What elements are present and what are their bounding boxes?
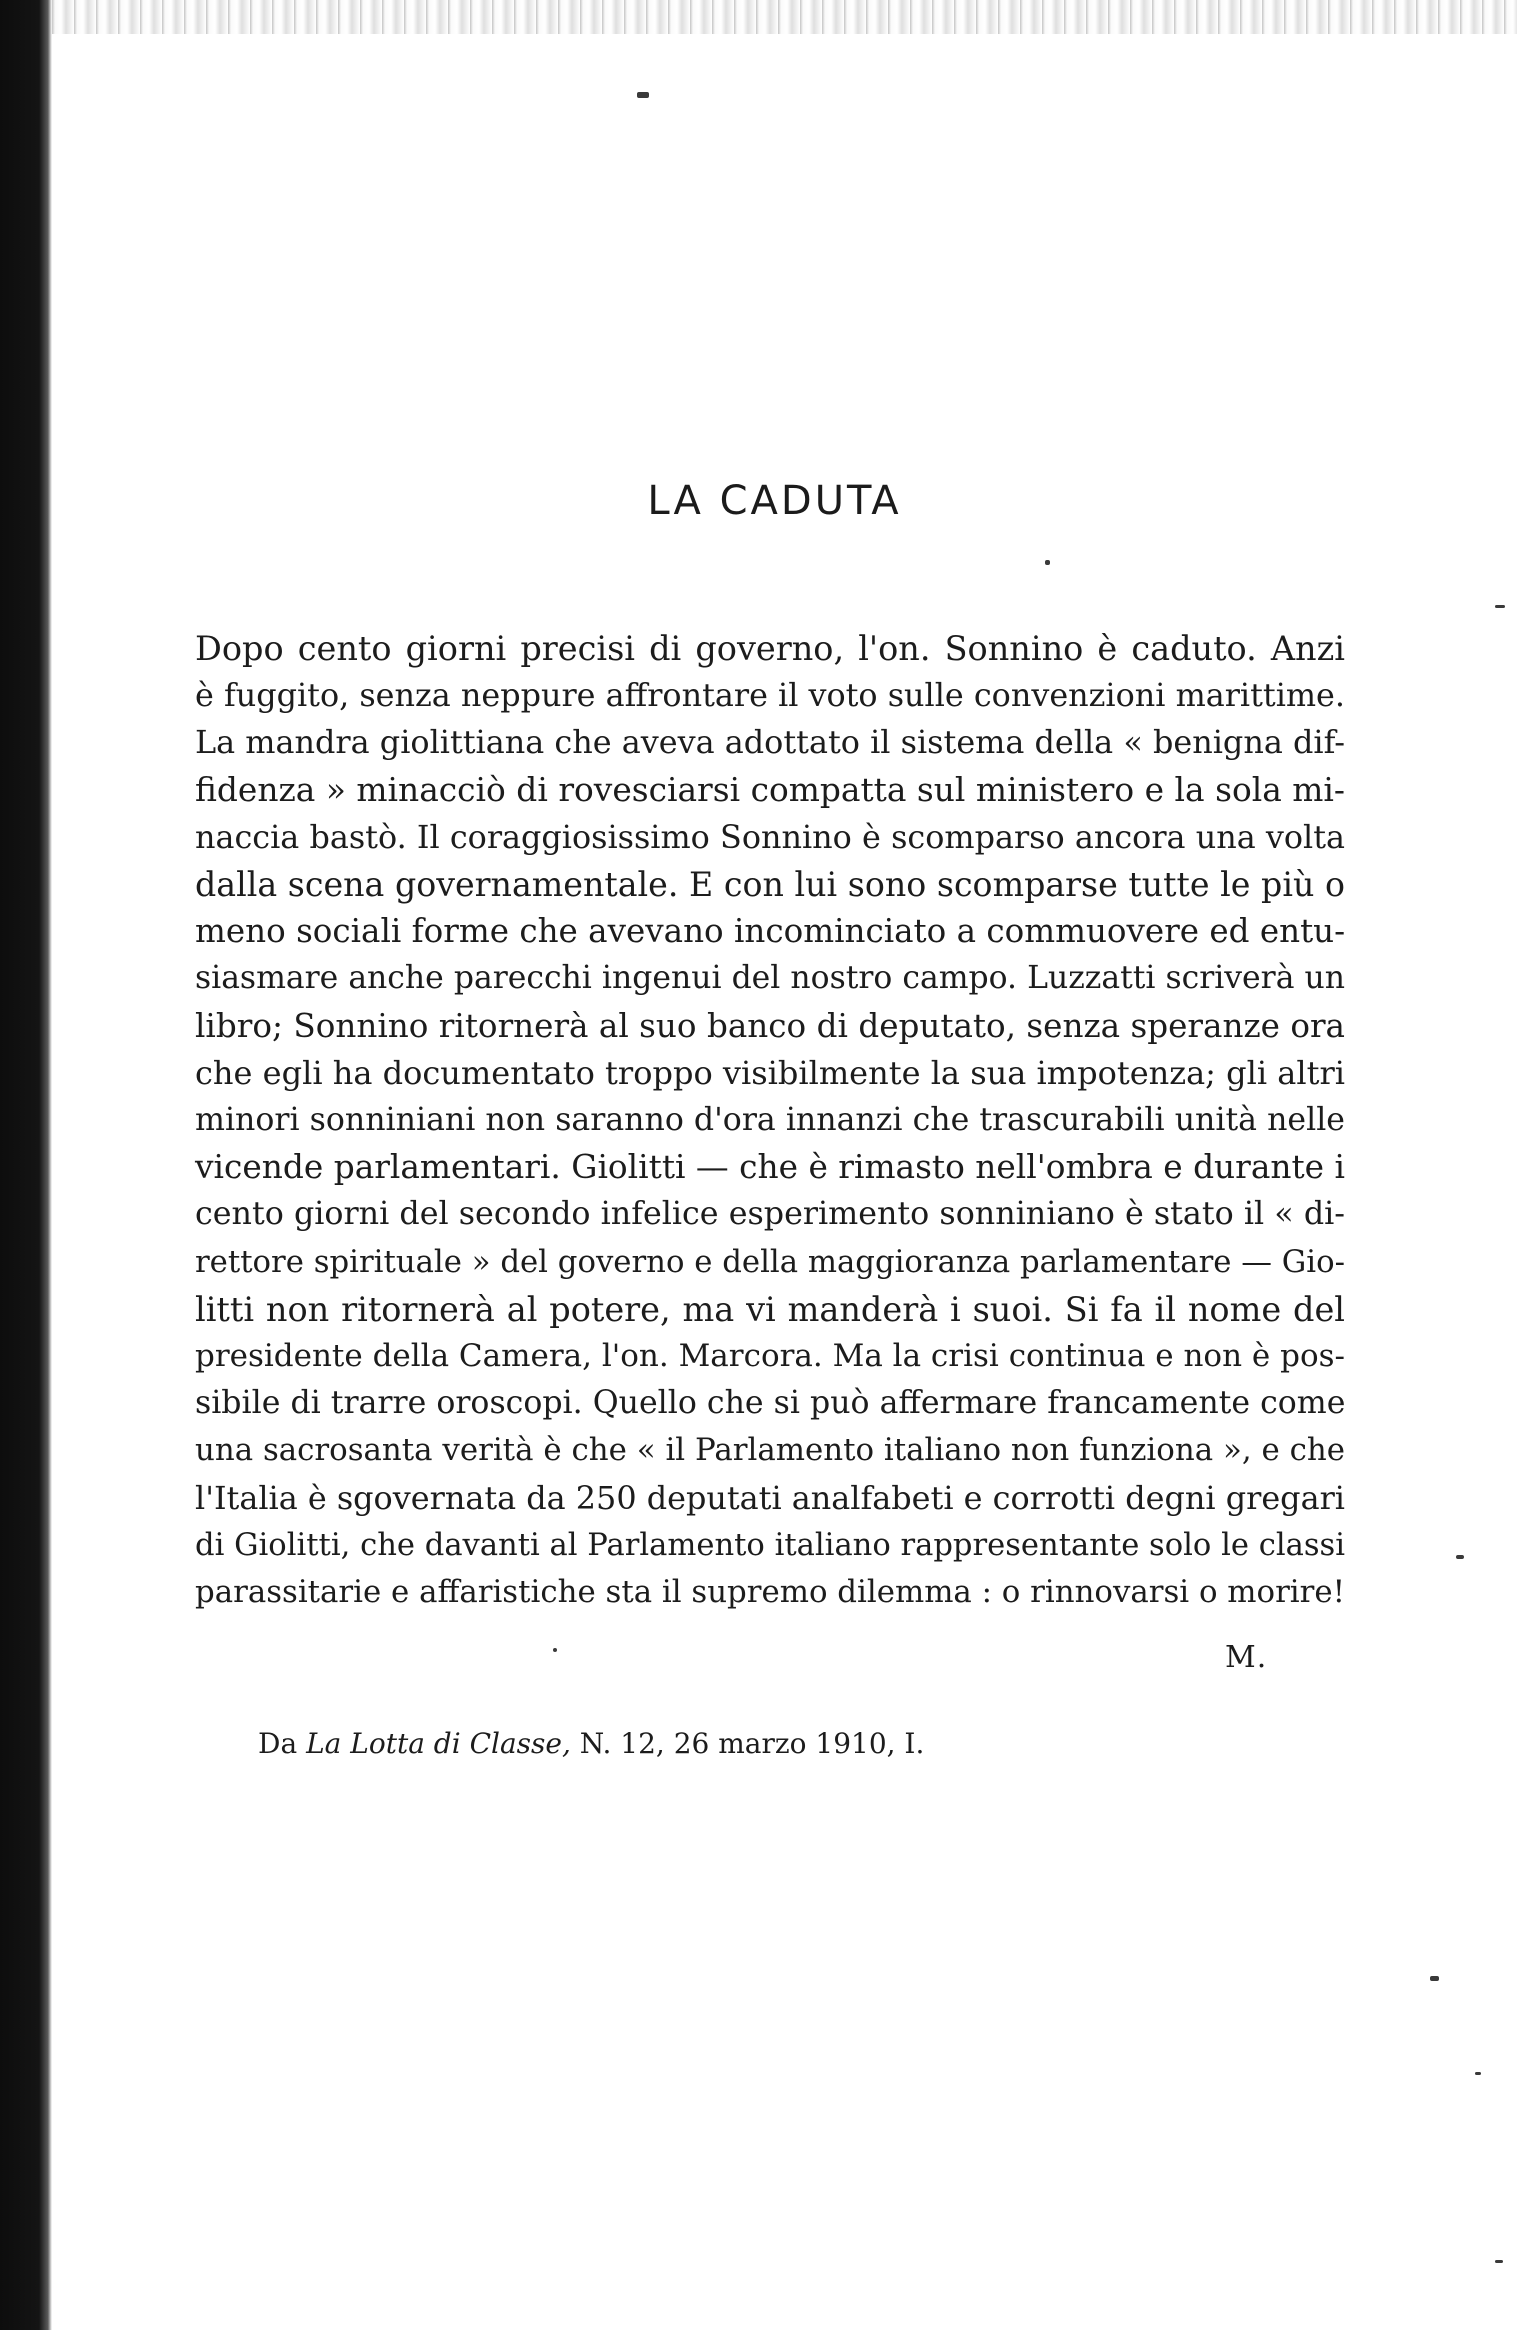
body-line: l'Italia è sgovernata da 250 deputati analfabeti e corrotti degni gregari — [195, 1478, 1345, 1517]
scan-speck — [1495, 605, 1505, 608]
source-citation — [258, 1727, 1158, 1760]
scan-top-edge-noise — [52, 0, 1517, 34]
scan-speck — [553, 1648, 557, 1652]
scan-speck — [1495, 2260, 1503, 2263]
scan-binding-edge — [0, 0, 52, 2330]
scan-speck — [637, 92, 649, 98]
body-line: parassitarie e affaristiche sta il supremo dilemma : o rinnovarsi o morire! — [195, 1574, 1345, 1611]
scan-speck — [1045, 560, 1050, 565]
body-line: è fuggito, senza neppure affrontare il voto sulle convenzioni marittime. — [195, 676, 1346, 715]
body-line: La mandra giolittiana che aveva adottato il sistema della « benigna dif- — [195, 723, 1345, 762]
scan-speck — [1430, 1976, 1439, 1981]
source-publication: La Lotta di Classe, — [306, 1727, 571, 1760]
body-line: che egli ha documentato troppo visibilmente la sua impotenza; gli altri — [195, 1053, 1345, 1092]
body-line: una sacrosanta verità è che « il Parlamento italiano non funziona », e che — [195, 1432, 1345, 1469]
scan-speck — [1456, 1555, 1464, 1559]
author-signature: M. — [1225, 1640, 1268, 1675]
body-line: di Giolitti, che davanti al Parlamento italiano rappresentante solo le classi — [195, 1527, 1345, 1563]
body-line: Dopo cento giorni precisi di governo, l'on. Sonnino è caduto. Anzi — [195, 629, 1345, 668]
body-line: sibile di trarre oroscopi. Quello che si può affermare francamente come — [195, 1385, 1346, 1422]
body-line: dalla scena governamentale. E con lui sono scomparse tutte le più o — [195, 865, 1345, 905]
body-line: fidenza » minacciò di rovesciarsi compatta sul ministero e la sola mi- — [195, 770, 1345, 809]
body-line: rettore spirituale » del governo e della maggioranza parlamentare — Gio- — [195, 1243, 1345, 1280]
source-details: N. 12, 26 marzo 1910, I. — [579, 1727, 925, 1760]
body-line: litti non ritornerà al potere, ma vi manderà i suoi. Si fa il nome del — [195, 1289, 1345, 1329]
body-line: meno sociali forme che avevano incominciato a commuovere ed entu- — [195, 912, 1346, 951]
body-line: minori sonniniani non saranno d'ora innanzi che trascurabili unità nelle — [195, 1102, 1345, 1139]
body-line: siasmare anche parecchi ingenui del nostro campo. Luzzatti scriverà un — [195, 960, 1345, 997]
body-line: libro; Sonnino ritornerà al suo banco di deputato, senza speranze ora — [195, 1006, 1345, 1045]
body-line: vicende parlamentari. Giolitti — che è rimasto nell'ombra e durante i — [195, 1148, 1345, 1187]
source-prefix: Da — [258, 1727, 298, 1760]
body-line: cento giorni del secondo infelice esperimento sonniniano è stato il « di- — [195, 1196, 1345, 1233]
body-line: naccia bastò. Il coraggiosissimo Sonnino è scomparso ancora una volta — [195, 817, 1345, 856]
article-title: LA CADUTA — [647, 478, 902, 524]
article-body — [195, 625, 1345, 1616]
body-line: presidente della Camera, l'on. Marcora. Ma la crisi continua e non è pos- — [195, 1338, 1345, 1375]
scan-speck — [1475, 2072, 1481, 2075]
